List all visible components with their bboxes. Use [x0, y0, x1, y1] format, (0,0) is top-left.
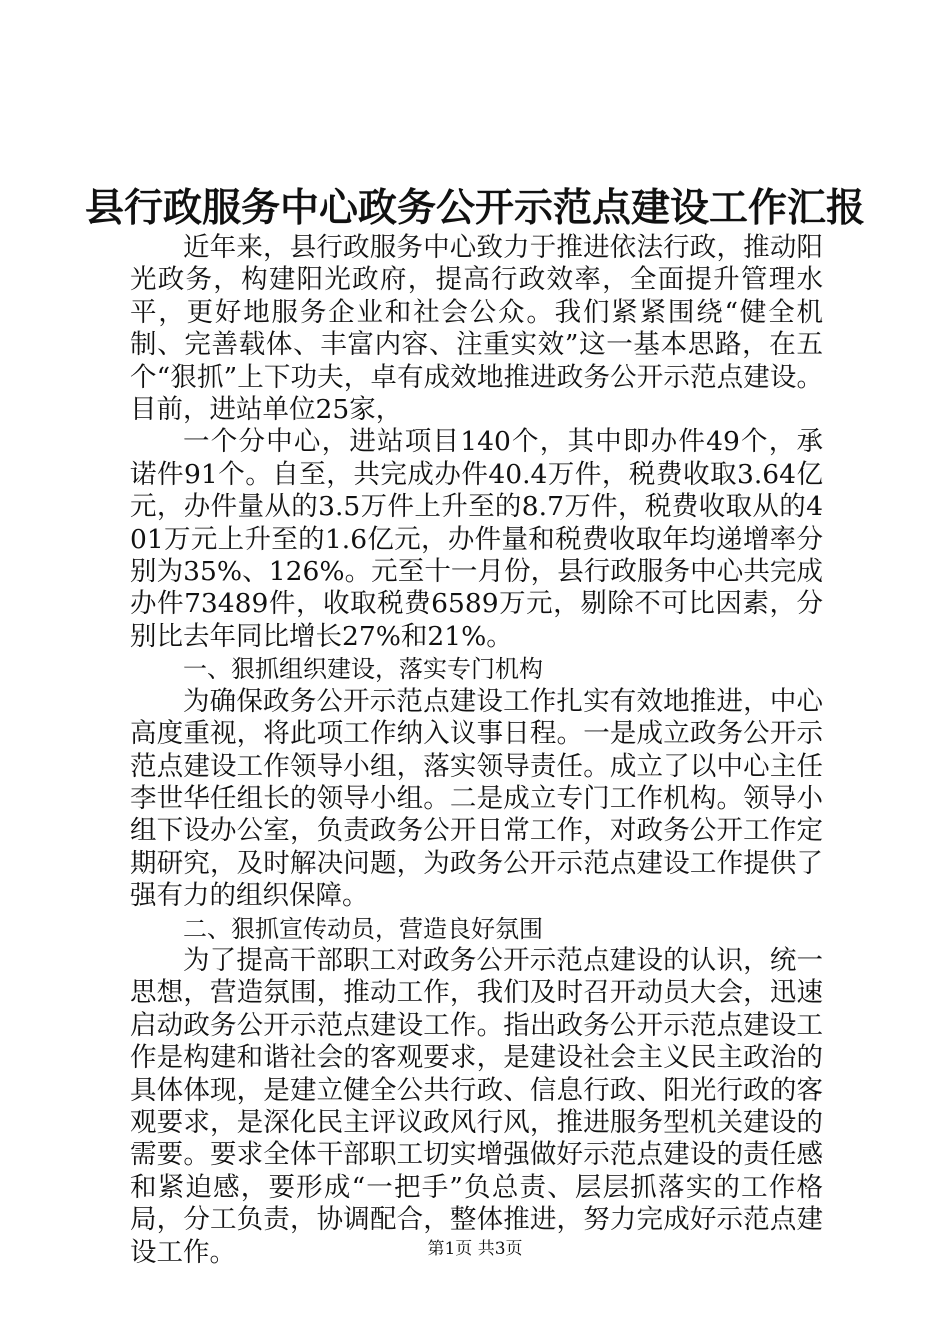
- paragraph-intro: 近年来，县行政服务中心致力于推进依法行政，推动阳光政务，构建阳光政府，提高行政效率，全面提升管理水平，更好地服务企业和社会公众。我们紧紧围绕“健全机制、完善载体、丰富内容、注重实效”这一基本思路，在五个“狠抓”上下功夫，卓有成效地推进政务公开示范点建设。目前，进站单位25家，: [130, 232, 823, 426]
- document-body: [130, 232, 823, 1269]
- document-title: 县行政服务中心政务公开示范点建设工作汇报: [84, 185, 865, 231]
- paragraph-section-2: 为了提高干部职工对政务公开示范点建设的认识，统一思想，营造氛围，推动工作，我们及时召开动员大会，迅速启动政务公开示范点建设工作。指出政务公开示范点建设工作是构建和谐社会的客观要求，是建设社会主义民主政治的具体体现，是建立健全公共行政、信息行政、阳光行政的客观要求，是深化民主评议政风行风，推进服务型机关建设的需要。要求全体干部职工切实增强做好示范点建设的责任感和紧迫感，要形成“一把手”负总责、层层抓落实的工作格局，分工负责，协调配合，整体推进，努力完成好示范点建设工作。: [130, 944, 823, 1268]
- section-heading-2: 二、狠抓宣传动员，营造良好氛围: [183, 914, 543, 943]
- page-footer: 第1页 共3页: [427, 1239, 523, 1259]
- paragraph-section-1: 为确保政务公开示范点建设工作扎实有效地推进，中心高度重视，将此项工作纳入议事日程。一是成立政务公开示范点建设工作领导小组，落实领导责任。成立了以中心主任李世华任组长的领导小组。二是成立专门工作机构。领导小组下设办公室，负责政务公开日常工作，对政务公开工作定期研究，及时解决问题，为政务公开示范点建设工作提供了强有力的组织保障。: [130, 685, 823, 912]
- paragraph-statistics: 一个分中心，进站项目140个，其中即办件49个，承诺件91个。自至，共完成办件40.4万件，税费收取3.64亿元，办件量从的3.5万件上升至的8.7万件，税费收取从的401万元上升至的1.6亿元，办件量和税费收取年均递增率分别为35%、126%。元至十一月份，县行政服务中心共完成办件73489件，收取税费6589万元，剔除不可比因素，分别比去年同比增长27%和21%。: [130, 426, 823, 652]
- section-heading-1: 一、狠抓组织建设，落实专门机构: [183, 655, 543, 684]
